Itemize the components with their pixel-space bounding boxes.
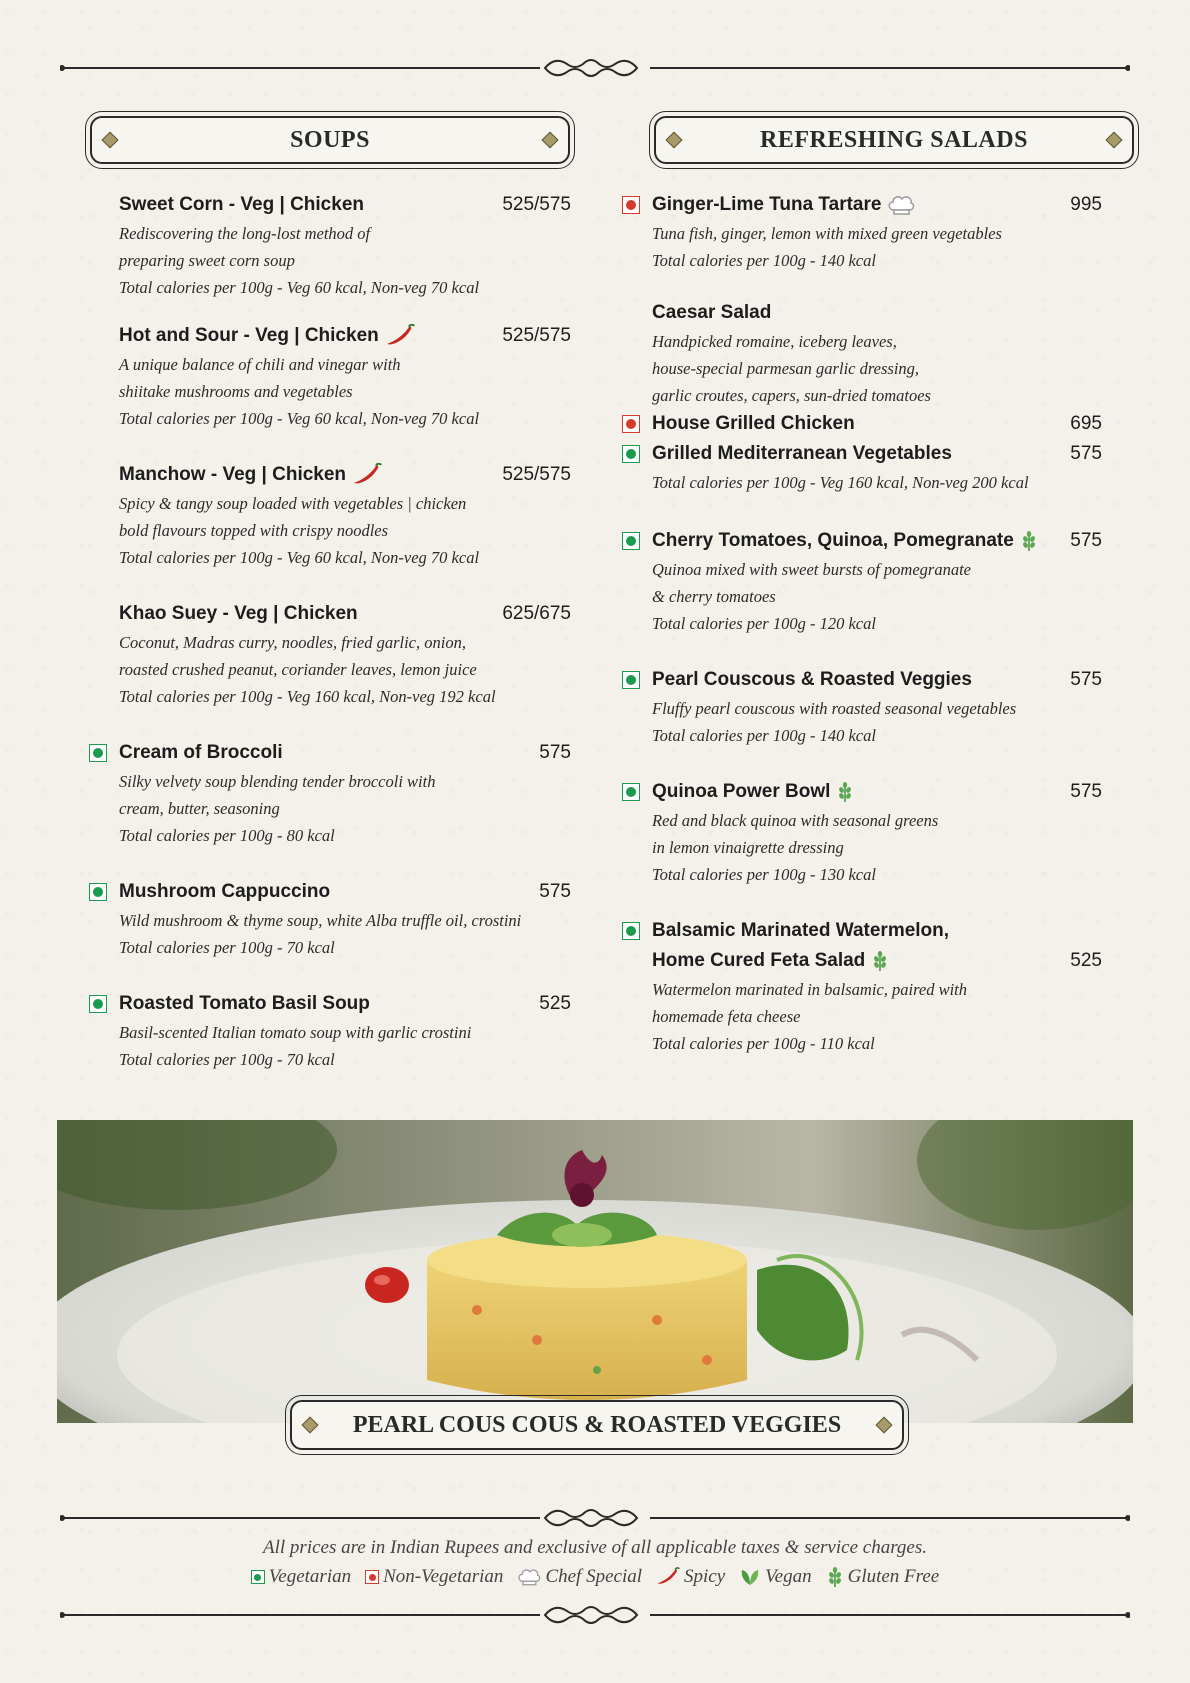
item-name: Roasted Tomato Basil Soup: [119, 993, 370, 1014]
item-calories: Total calories per 100g - 110 kcal: [652, 1034, 875, 1053]
item-name: Grilled Mediterranean Vegetables: [652, 443, 952, 464]
item-calories: Total calories per 100g - 120 kcal: [652, 614, 876, 633]
item-calories: Total calories per 100g - 130 kcal: [652, 865, 876, 884]
item-desc: preparing sweet corn soup: [119, 251, 295, 270]
item-calories: Total calories per 100g - 70 kcal: [119, 1050, 335, 1069]
nonveg-marker-icon: [622, 415, 640, 433]
item-price: 575: [1070, 669, 1102, 690]
item-name: Balsamic Marinated Watermelon,: [652, 920, 950, 941]
menu-item: [622, 439, 1102, 496]
veg-marker-icon: [622, 671, 640, 689]
item-name: House Grilled Chicken: [652, 413, 855, 434]
item-price: 575: [1070, 781, 1102, 802]
item-name: Cream of Broccoli: [119, 742, 283, 763]
item-name: Manchow - Veg | Chicken: [119, 464, 347, 485]
item-name: Quinoa Power Bowl: [652, 781, 831, 802]
gluten-free-icon: [836, 781, 854, 803]
item-desc: Spicy & tangy soup loaded with vegetables | chicken: [119, 494, 467, 513]
legend-chef: Chef Special: [545, 1566, 642, 1587]
diamond-ornament-icon: [666, 132, 683, 149]
item-name: Caesar Salad: [652, 302, 772, 323]
item-price: 525/575: [502, 194, 571, 215]
item-desc: Red and black quinoa with seasonal greens: [652, 811, 939, 830]
item-calories: Total calories per 100g - Veg 160 kcal, Non-veg 200 kcal: [652, 473, 1029, 492]
item-calories: Total calories per 100g - Veg 60 kcal, Non-veg 70 kcal: [119, 409, 480, 428]
item-price: 575: [539, 742, 571, 763]
item-price: 525: [1070, 950, 1102, 971]
item-price: 525/575: [502, 464, 571, 485]
legend-gluten: Gluten Free: [847, 1566, 940, 1587]
item-desc: cream, butter, seasoning: [119, 799, 280, 818]
soups-column: [89, 190, 571, 1073]
item-desc: bold flavours topped with crispy noodles: [119, 521, 389, 540]
item-desc: Rediscovering the long-lost method of: [119, 224, 371, 243]
item-price: 525/575: [502, 325, 571, 346]
item-desc: shiitake mushrooms and vegetables: [119, 382, 353, 401]
salads-title: REFRESHING SALADS: [760, 126, 1028, 153]
diamond-ornament-icon: [876, 1417, 893, 1434]
item-price: 575: [1070, 443, 1102, 464]
item-calories: Total calories per 100g - Veg 60 kcal, Non-veg 70 kcal: [119, 278, 480, 297]
veg-marker-icon: [622, 922, 640, 940]
item-desc: house-special parmesan garlic dressing,: [652, 359, 920, 378]
diamond-ornament-icon: [302, 1417, 319, 1434]
legend-vegan: Vegan: [765, 1566, 812, 1587]
gluten-free-icon: [826, 1566, 844, 1588]
item-desc: homemade feta cheese: [652, 1007, 801, 1026]
spicy-icon: [352, 463, 382, 487]
item-desc: Watermelon marinated in balsamic, paired with: [652, 980, 968, 999]
item-calories: Total calories per 100g - 140 kcal: [652, 251, 876, 270]
item-price: 525: [539, 993, 571, 1014]
menu-item: [89, 599, 571, 710]
item-name: Ginger-Lime Tuna Tartare: [652, 194, 882, 215]
legend-nonveg: Non-Vegetarian: [383, 1566, 504, 1587]
item-desc: Wild mushroom & thyme soup, white Alba truffle oil, crostini: [119, 911, 522, 930]
price-disclaimer: All prices are in Indian Rupees and exclusive of all applicable taxes & service charges.: [263, 1537, 927, 1558]
item-name: Mushroom Cappuccino: [119, 881, 331, 902]
item-desc: Fluffy pearl couscous with roasted seasonal vegetables: [652, 699, 1017, 718]
item-calories: Total calories per 100g - Veg 160 kcal, Non-veg 192 kcal: [119, 687, 496, 706]
item-price: 625/675: [502, 603, 571, 624]
veg-marker-icon: [89, 883, 107, 901]
spicy-icon: [656, 1567, 680, 1587]
item-name: Hot and Sour - Veg | Chicken: [119, 325, 379, 346]
gluten-free-icon: [871, 950, 889, 972]
legend-veg: Vegetarian: [268, 1566, 352, 1587]
nonveg-marker-icon: [622, 196, 640, 214]
item-desc: in lemon vinaigrette dressing: [652, 838, 844, 857]
veg-marker-icon: [251, 1570, 265, 1584]
dietary-legend: [0, 1566, 1190, 1588]
top-ornament-rule: [60, 53, 1130, 83]
menu-item: [622, 409, 1102, 439]
diamond-ornament-icon: [1106, 132, 1123, 149]
diamond-ornament-icon: [102, 132, 119, 149]
item-calories: Total calories per 100g - 70 kcal: [119, 938, 335, 957]
item-desc: A unique balance of chili and vinegar with: [119, 355, 401, 374]
item-name: Sweet Corn - Veg | Chicken: [119, 194, 364, 215]
item-name: Cherry Tomatoes, Quinoa, Pomegranate: [652, 530, 1014, 551]
footer-ornament-rule: [60, 1503, 1130, 1533]
veg-marker-icon: [622, 532, 640, 550]
chef-special-icon: [887, 194, 915, 216]
menu-item: [622, 916, 1102, 1057]
gluten-free-icon: [1020, 530, 1038, 552]
food-photo: [57, 1120, 1133, 1423]
item-desc: Coconut, Madras curry, noodles, fried garlic, onion,: [119, 633, 466, 652]
item-desc: Basil-scented Italian tomato soup with garlic crostini: [119, 1023, 472, 1042]
menu-item: [89, 989, 571, 1073]
veg-marker-icon: [622, 783, 640, 801]
item-calories: Total calories per 100g - 140 kcal: [652, 726, 876, 745]
nonveg-marker-icon: [365, 1570, 379, 1584]
salads-column: [622, 190, 1102, 1057]
item-desc: Silky velvety soup blending tender broccoli with: [119, 772, 436, 791]
spicy-icon: [385, 324, 415, 348]
menu-item: [622, 190, 1102, 274]
item-desc: Quinoa mixed with sweet bursts of pomegranate: [652, 560, 971, 579]
veg-marker-icon: [89, 744, 107, 762]
menu-item: [622, 526, 1102, 637]
photo-caption: [290, 1400, 904, 1450]
diamond-ornament-icon: [542, 132, 559, 149]
menu-item: [622, 777, 1102, 888]
chef-special-icon: [517, 1567, 541, 1587]
item-name: Khao Suey - Veg | Chicken: [119, 603, 358, 624]
item-name-line2: Home Cured Feta Salad: [652, 950, 866, 971]
item-desc: roasted crushed peanut, coriander leaves, lemon juice: [119, 660, 477, 679]
menu-item: [622, 665, 1102, 749]
veg-marker-icon: [622, 445, 640, 463]
menu-item: [89, 738, 571, 849]
item-desc: Tuna fish, ginger, lemon with mixed green vegetables: [652, 224, 1002, 243]
item-price: 995: [1070, 194, 1102, 215]
soups-header: [90, 116, 570, 164]
menu-item: [89, 877, 571, 961]
item-price: 575: [1070, 530, 1102, 551]
item-desc: garlic croutes, capers, sun-dried tomatoes: [652, 386, 931, 405]
legend-spicy: Spicy: [684, 1566, 726, 1587]
item-calories: Total calories per 100g - 80 kcal: [119, 826, 335, 845]
veg-marker-icon: [89, 995, 107, 1013]
photo-caption-text: PEARL COUS COUS & ROASTED VEGGIES: [352, 1411, 842, 1438]
menu-item: [89, 460, 571, 571]
vegan-icon: [739, 1567, 761, 1587]
item-desc: Handpicked romaine, iceberg leaves,: [652, 332, 897, 351]
item-price: 575: [539, 881, 571, 902]
menu-item: [89, 190, 571, 301]
menu-item: [89, 321, 571, 432]
bottom-ornament-rule: [60, 1600, 1130, 1630]
salads-header: [654, 116, 1134, 164]
item-price: 695: [1070, 413, 1102, 434]
soups-title: SOUPS: [290, 126, 370, 153]
item-desc: & cherry tomatoes: [652, 587, 776, 606]
item-name: Pearl Couscous & Roasted Veggies: [652, 669, 972, 690]
menu-item: [622, 298, 1102, 409]
item-calories: Total calories per 100g - Veg 60 kcal, Non-veg 70 kcal: [119, 548, 480, 567]
